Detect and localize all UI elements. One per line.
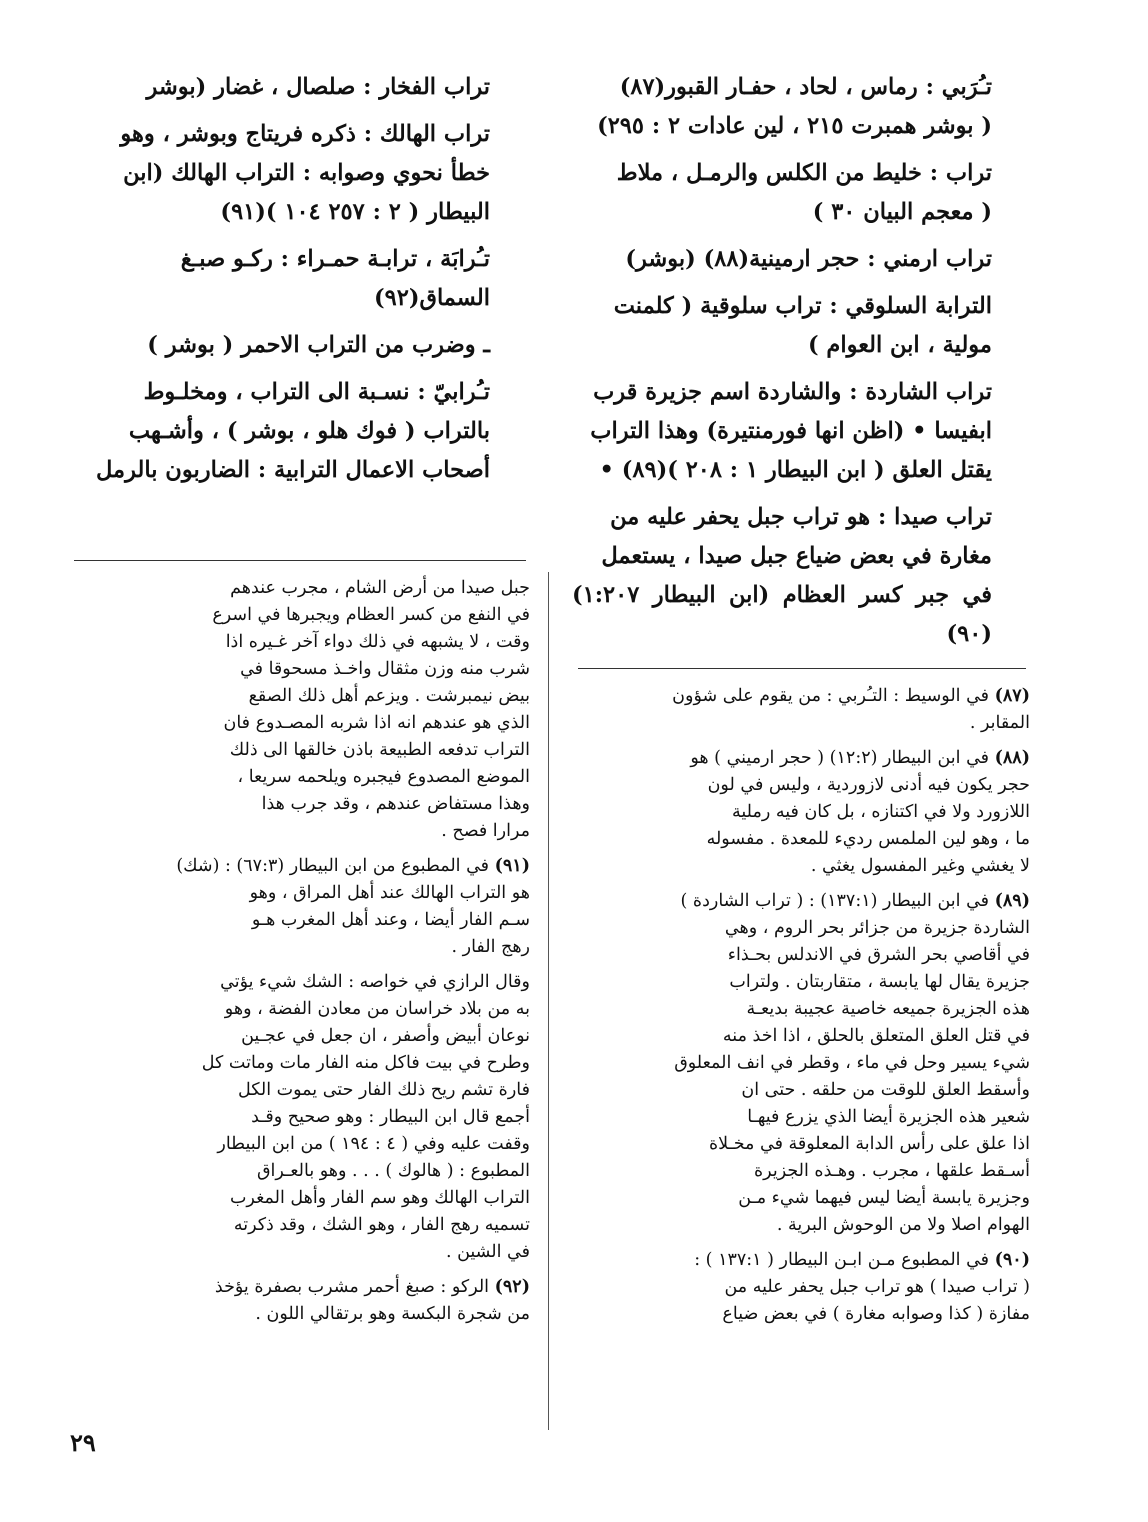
footnote-line: شيء يسير وحل في ماء ، وقطر في انف المعلوق [674, 1053, 1030, 1073]
footnote-line [578, 745, 1030, 772]
footnote-line: اذا علق على رأس الدابة المعلوقة في مخـلاة [709, 1134, 1030, 1154]
footnote-number: (٩٠) [994, 1250, 1030, 1270]
dictionary-entry [72, 240, 490, 318]
dictionary-entry [572, 68, 992, 146]
footnote-line: وقال الرازي في خواصه : الشك شيء يؤتي [220, 972, 530, 992]
dictionary-entry-line: البيطار ( ٢ : ٢٥٧ ١٠٤ )(٩١) [220, 199, 490, 225]
footnote [74, 853, 530, 961]
dictionary-entry-line: خطأ نحوي وصوابه : التراب الهالك (ابن [123, 160, 490, 186]
footnote-line: اللازورد ولا في اكتنازه ، بل كان فيه رملية [732, 802, 1030, 822]
footnote-separator-left [74, 560, 526, 561]
dictionary-entry-line: تراب الهالك : ذكره فريتاج وبوشر ، وهو [120, 121, 490, 147]
footnote-line: شعير هذه الجزيرة أيضا الذي يزرع فيهـا [747, 1107, 1030, 1127]
dictionary-entry [572, 373, 992, 490]
dictionary-entry-line: يقتل العلق ( ابن البيطار ١ : ٢٠٨ )(٨٩) • [599, 457, 992, 483]
dictionary-entry-line: الترابة السلوقي : تراب سلوقية ( كلمنت [613, 293, 992, 319]
footnote-line: رهج الفار . [451, 937, 530, 957]
dictionary-entry-line: أصحاب الاعمال الترابية : الضاربون بالرمل [95, 457, 490, 483]
dictionary-entry-line: ( معجم البيان ٣٠ ) [812, 199, 992, 225]
footnote-line: مفازة ( كذا وصوابه مغارة ) في بعض ضياع [722, 1304, 1030, 1324]
footnote-text: في ابن البيطار (١٢:٢) ( حجر ارميني ) هو [690, 748, 990, 768]
footnote-line [578, 1247, 1030, 1274]
footnote-line: في قتل العلق المتعلق بالحلق ، اذا اخذ منه [722, 1026, 1030, 1046]
dictionary-entry [572, 287, 992, 365]
footnote-line: فارة تشم ريح ذلك الفار حتى يموت الكل [237, 1080, 530, 1100]
footnote-line [578, 888, 1030, 915]
page-number: ٢٩ [70, 1428, 96, 1457]
footnotes-right [578, 683, 1030, 1336]
footnote-line [74, 853, 530, 880]
footnote-line [578, 683, 1030, 710]
column-divider [548, 572, 549, 1430]
footnote-line: وقفت عليه وفي ( ٤ : ١٩٤ ) من ابن البيطار [217, 1134, 530, 1154]
footnote-line: من شجرة البكسة وهو برتقالي اللون . [255, 1304, 530, 1324]
dictionary-entry-line: تراب صيدا : هو تراب جبل يحفر عليه من [610, 504, 992, 530]
footnote-line: المطبوع : ( هالوك ) . . . وهو بالعـراق [256, 1161, 530, 1181]
footnote-number: (٨٨) [994, 748, 1030, 768]
footnote-line: الذي هو عندهم انه اذا شربه المصـدوع فان [223, 713, 530, 733]
footnote [578, 888, 1030, 1239]
footnote-line: جبل صيدا من أرض الشام ، مجرب عندهم [230, 578, 530, 598]
footnote-line: ( تراب صيدا ) هو تراب جبل يحفر عليه من [724, 1277, 1030, 1297]
footnote [74, 1274, 530, 1328]
dictionary-entry-line: مغارة في بعض ضياع جبل صيدا ، يستعمل [601, 543, 992, 569]
footnote-line: مرارا فصح . [441, 821, 530, 841]
dictionary-entry-line: ( بوشر همبرت ٢١٥ ، لين عادات ٢ : ٢٩٥) [597, 113, 992, 139]
footnote-line: بيض نيمبرشت . ويزعم أهل ذلك الصقع [248, 686, 530, 706]
dictionary-entry [572, 154, 992, 232]
dictionary-entry [572, 240, 992, 279]
footnote-line: وأسقط العلق للوقت من حلقه . حتى ان [741, 1080, 1030, 1100]
dictionary-entry [72, 373, 490, 490]
footnote [74, 969, 530, 1266]
footnote-line: الموضع المصدوع فيجبره ويلحمه سريعا ، [237, 767, 530, 787]
footnote [578, 745, 1030, 880]
main-column-right [572, 68, 992, 662]
dictionary-entry-line: تـُرابَة ، ترابـة حمـراء : ركـو صبـغ [180, 246, 490, 272]
footnote-line: هذه الجزيرة جميعه خاصية عجيبة بديعـة [746, 999, 1030, 1019]
dictionary-entry-line: تراب : خليط من الكلس والرمـل ، ملاط [616, 160, 992, 186]
footnote-line [74, 1274, 530, 1301]
footnote-line: نوعان أبيض وأصفر ، ان جعل في عجـين [241, 1026, 530, 1046]
dictionary-entry-line: ابفيسا • (اظن انها فورمنتيرة) وهذا التراب [590, 418, 992, 444]
footnote-line: وجزيرة يابسة أيضا ليس فيهما شيء مـن [738, 1188, 1030, 1208]
dictionary-entry-line: مولية ، ابن العوام ) [807, 332, 992, 358]
footnote-line: أجمع قال ابن البيطار : وهو صحيح وقـد [251, 1107, 530, 1127]
footnote-line: الشاردة جزيرة من جزائر بحر الروم ، وهي [724, 918, 1030, 938]
dictionary-entry-line: في جبر كسر العظام (ابن البيطار ١:٢٠٧)(٩٠) [572, 582, 992, 647]
footnote-line: حجر يكون فيه أدنى لازوردية ، وليس في لون [707, 775, 1030, 795]
footnote-line: ما ، وهو لين الملمس رديء للمعدة . مفسوله [706, 829, 1030, 849]
footnote-line: في الشين . [445, 1242, 530, 1262]
footnote-text: الركو : صبغ أحمر مشرب بصفرة يؤخذ [214, 1277, 490, 1297]
footnote-separator-right [578, 668, 1026, 669]
footnote-line: وطرح في بيت فاكل منه الفار مات وماتت كل [201, 1053, 530, 1073]
footnote-line: تسميه رهج الفار ، وهو الشك ، وقد ذكرته [233, 1215, 530, 1235]
footnotes-left [74, 575, 530, 1336]
dictionary-entry-line: ـ وضرب من التراب الاحمر ( بوشر ) [147, 332, 490, 358]
footnote-text: في ابن البيطار (١٣٧:١) : ( تراب الشاردة ) [680, 891, 990, 911]
footnote [578, 1247, 1030, 1328]
dictionary-entry-line: تراب الفخار : صلصال ، غضار (بوشر [146, 74, 490, 100]
footnote-line: شرب منه وزن مثقال واخـذ مسحوقا في [240, 659, 530, 679]
footnote-line: التراب تدفعه الطبيعة باذن خالقها الى ذلك [229, 740, 530, 760]
dictionary-entry-line: تـُرَبي : رماس ، لحاد ، حفـار القبور(٨٧) [619, 74, 992, 100]
dictionary-entry [72, 68, 490, 107]
main-column-left [72, 68, 490, 498]
footnote-line: التراب الهالك وهو سم الفار وأهل المغرب [229, 1188, 530, 1208]
footnote-line: وقت ، لا يشبهه في ذلك دواء آخر غـيره اذا [225, 632, 530, 652]
footnote-line: الهوام اصلا ولا من الوحوش البرية . [776, 1215, 1030, 1235]
dictionary-entry [72, 326, 490, 365]
dictionary-entry-line: بالتراب ( فوك هلو ، بوشر ) ، وأشـهب [128, 418, 490, 444]
footnote-number: (٨٧) [994, 686, 1030, 706]
footnote-text: في الوسيط : التـُربي : من يقوم على شؤون [672, 686, 990, 706]
dictionary-entry-line: تراب ارمني : حجر ارمينية(٨٨) (بوشر) [625, 246, 992, 272]
footnote-number: (٩١) [494, 856, 530, 876]
footnote-line: هو التراب الهالك عند أهل المراق ، وهو [249, 883, 530, 903]
footnote-line: في أقاصي بحر الشرق في الاندلس بحـذاء [727, 945, 1030, 965]
footnote-text: في المطبوع مـن ابـن البيطار ( ١٣٧:١ ) : [694, 1250, 990, 1270]
footnote-line: أسـقط علقها ، مجرب . وهـذه الجزيرة [754, 1161, 1030, 1181]
footnote [74, 575, 530, 845]
dictionary-entry [572, 498, 992, 654]
footnote-line: المقابر . [969, 713, 1030, 733]
dictionary-entry-line: تراب الشاردة : والشاردة اسم جزيرة قرب [593, 379, 992, 405]
footnote-line: وهذا مستفاض عندهم ، وقد جرب هذا [261, 794, 530, 814]
dictionary-entry-line: تـُرابيّ : نسـبة الى التراب ، ومخلـوط [143, 379, 490, 405]
footnote-number: (٨٩) [994, 891, 1030, 911]
footnote-line: جزيرة يقال لها يابسة ، متقاربتان . ولتراب [729, 972, 1030, 992]
footnote [578, 683, 1030, 737]
dictionary-entry [72, 115, 490, 232]
dictionary-entry-line: السماق(٩٢) [374, 285, 490, 311]
footnote-line: به من بلاد خراسان من معادن الفضة ، وهو [224, 999, 530, 1019]
footnote-line: في النفع من كسر العظام ويجبرها في اسرع [212, 605, 530, 625]
footnote-text: في المطبوع من ابن البيطار (٦٧:٣) : (شك) [176, 856, 490, 876]
footnote-number: (٩٢) [494, 1277, 530, 1297]
footnote-line: لا يغشي وغير المفسول يغثي . [810, 856, 1030, 876]
footnote-line: سـم الفار أيضا ، وعند أهل المغرب هـو [251, 910, 530, 930]
